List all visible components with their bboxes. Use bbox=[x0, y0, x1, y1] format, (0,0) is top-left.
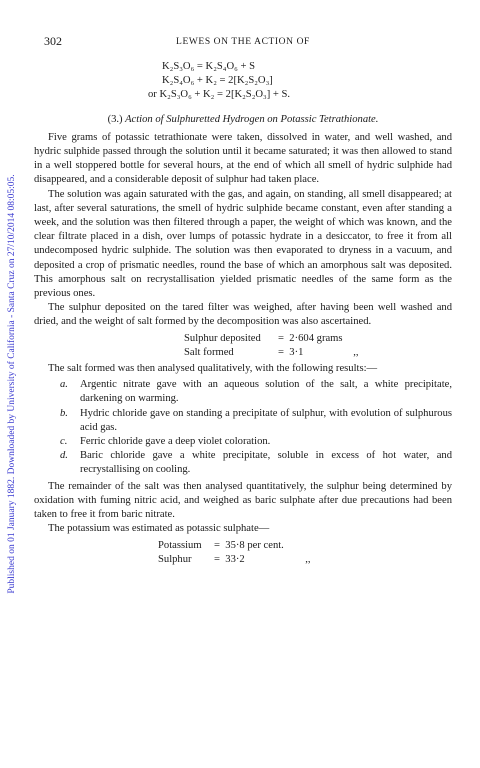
item-marker: a. bbox=[60, 379, 68, 391]
list-item bbox=[34, 449, 452, 477]
paragraph-quantitative: The remainder of the salt was then analysed quantitatively, the sulphur being determined by oxidation with fuming nitric acid, and weighed as baric sulphate after due precautions had been taken to free it from baric nitrate. bbox=[34, 480, 452, 521]
row-unit: per cent. bbox=[247, 539, 284, 551]
row-equals: = bbox=[214, 539, 220, 551]
equation-line bbox=[148, 88, 452, 102]
table-row bbox=[158, 553, 452, 567]
deposit-table bbox=[184, 332, 452, 360]
equation-text: K₂S₃O₆ = K₂S₄O₆ + S bbox=[162, 61, 255, 72]
section-heading bbox=[34, 113, 452, 127]
item-text: Ferric chloride gave a deep violet coloration. bbox=[80, 436, 271, 448]
item-marker: c. bbox=[60, 436, 68, 448]
paragraph-weighing: The sulphur deposited on the tared filter was weighed, after having been well washed and dried, and the weight of salt formed by the decomposition was also ascertained. bbox=[34, 302, 452, 328]
row-value: 2·604 bbox=[289, 332, 314, 344]
table-row bbox=[184, 332, 452, 346]
item-text: Baric chloride gave a white precipitate, soluble in excess of hot water, and recrystallising on cooling. bbox=[80, 450, 452, 476]
row-equals: = bbox=[278, 346, 284, 358]
list-item bbox=[34, 378, 452, 406]
page-header bbox=[34, 34, 452, 58]
row-label: Salt formed bbox=[184, 346, 234, 358]
download-notice-text: Published on 01 January 1882. Downloaded by University of California - Santa Cruz on 27/10/2014 08:05:05. bbox=[7, 174, 17, 594]
equation-prefix: or bbox=[148, 89, 160, 101]
row-label: Potassium bbox=[158, 539, 202, 551]
item-text: Argentic nitrate gave with an aqueous solution of the salt, a white precipitate, darkening on warming. bbox=[80, 379, 452, 405]
equation-text: K₂S₃O₆ + K₂ = 2[K₂S₂O₃] + S. bbox=[159, 89, 291, 101]
row-label: Sulphur bbox=[158, 553, 192, 565]
table-row bbox=[158, 539, 452, 553]
row-unit: ,, bbox=[305, 553, 311, 565]
row-value: 3·1 bbox=[289, 346, 304, 358]
section-number: (3.) bbox=[107, 113, 123, 125]
document-page bbox=[34, 34, 452, 567]
section-title: Action of Sulphuretted Hydrogen on Potassic Tetrathionate. bbox=[125, 113, 379, 125]
row-label: Sulphur deposited bbox=[184, 332, 261, 344]
row-unit: ,, bbox=[353, 346, 359, 358]
row-value: 33·2 bbox=[225, 553, 245, 565]
row-unit: grams bbox=[316, 332, 343, 344]
item-marker: d. bbox=[60, 450, 68, 462]
qualitative-results-list bbox=[34, 378, 452, 477]
paragraph-method: Five grams of potassic tetrathionate were taken, dissolved in water, and well washed, and hydric sulphide passed through the solution until it became saturated; it was then allowed to stand in a well stoppered bottle for several hours, at the end of which all smell of hydric sulphide had disappeared, and a considerable deposit of sulphur had taken place. bbox=[34, 131, 452, 186]
list-item bbox=[34, 407, 452, 435]
equation-text: K₂S₄O₆ + K₂ = 2[K₂S₂O₃] bbox=[162, 75, 273, 87]
row-equals: = bbox=[278, 332, 284, 344]
page-number: 302 bbox=[44, 34, 62, 48]
list-item bbox=[34, 435, 452, 449]
row-equals: = bbox=[214, 553, 220, 565]
running-head: LEWES ON THE ACTION OF bbox=[176, 37, 310, 47]
table-row bbox=[184, 346, 452, 360]
download-notice bbox=[0, 0, 24, 768]
paragraph-qualitative: The salt formed was then analysed qualitatively, with the following results:— bbox=[48, 363, 378, 375]
equation-line bbox=[162, 74, 452, 88]
equation-block bbox=[148, 60, 452, 103]
item-marker: b. bbox=[60, 407, 68, 419]
paragraph-potassium: The potassium was estimated as potassic sulphate— bbox=[48, 523, 270, 535]
row-value: 35·8 bbox=[225, 539, 245, 551]
paragraph-procedure: The solution was again saturated with the gas, and again, on standing, all smell disappeared; at last, after several saturations, the smell of hydric sulphide became constant, even after standing a week, and the solution was then filtered through a paper, the weight of which was known, and the clear filtrate placed in a dish, over lumps of potassic hydrate in a desiccator, to free it from all undecomposed hydric sulphide. The solution was then evaporated to dryness in a vacuum, and deposited a crop of prismatic needles, round the base of which an amorphous salt was deposited. This amorphous salt on recrystallisation yielded prismatic needles of the same form as the previous ones. bbox=[34, 188, 452, 300]
item-text: Hydric chloride gave on standing a precipitate of sulphur, with evolution of sulphurous acid gas. bbox=[80, 407, 452, 433]
equation-line bbox=[162, 60, 452, 74]
composition-table bbox=[158, 539, 452, 567]
